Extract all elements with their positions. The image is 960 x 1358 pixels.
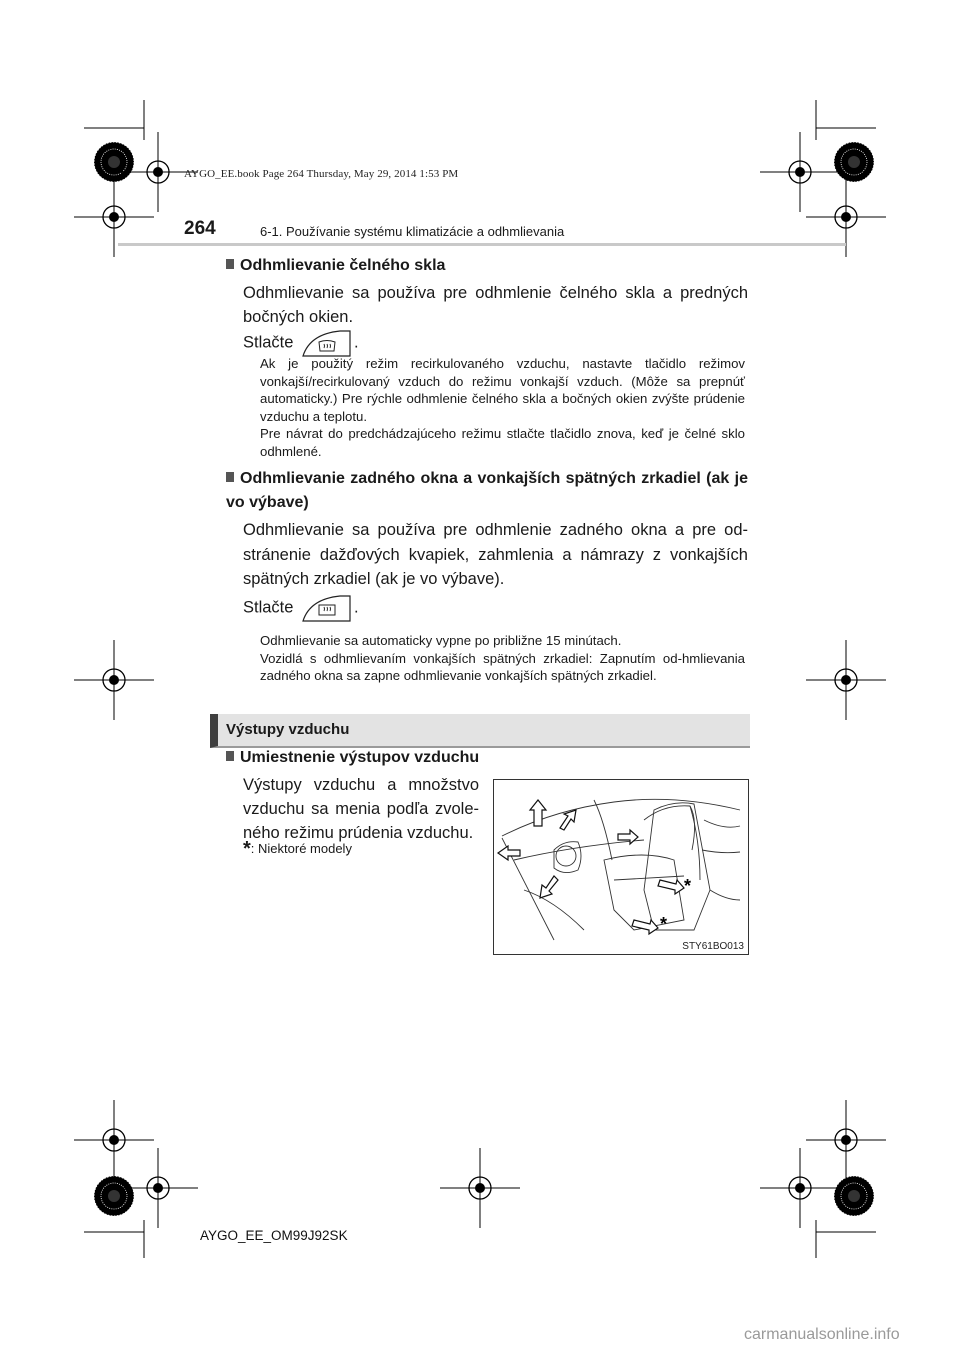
press-label: Stlačte bbox=[243, 598, 294, 617]
note-paragraph: Vozidlá s odhmlievaním vonkajších spätných zrkadiel: Zapnutím od-hmlievania zadného okna sa zapne odhmlievanie vonkajších spätných zrkadiel. bbox=[260, 650, 745, 683]
windshield-press-line bbox=[243, 328, 748, 358]
note-paragraph: Pre návrat do predchádzajúceho režimu stlačte tlačidlo znova, keď je čelné sklo odhmlené. bbox=[260, 426, 745, 459]
footer-doc-code: AYGO_EE_OM99J92SK bbox=[200, 1228, 348, 1243]
heading-text: Odhmlievanie zadného okna a vonkajších spätných zrkadiel (ak je vo výbave) bbox=[226, 470, 748, 511]
car-interior-illustration bbox=[494, 780, 748, 954]
figure-asterisk: * bbox=[660, 914, 668, 934]
page-number: 264 bbox=[184, 218, 216, 239]
rear-window-notes bbox=[260, 632, 745, 685]
press-label: Stlačte bbox=[243, 333, 294, 352]
rear-window-body: Odhmlievanie sa používa pre odhmlenie zadného okna a pre od-stránenie dažďových kvapiek, zahmlenia a námrazy z vonkajších spätných zrkadiel (ak je vo výbave). bbox=[243, 521, 748, 588]
bullet-square-icon bbox=[226, 751, 234, 761]
header-rule bbox=[118, 243, 846, 246]
book-stamp: AYGO_EE.book Page 264 Thursday, May 29, 2014 1:53 PM bbox=[184, 168, 459, 180]
section-heading-rear-window bbox=[226, 467, 748, 515]
rear-window-defogger-icon bbox=[300, 593, 354, 623]
press-end: . bbox=[354, 598, 359, 617]
section-bar-air-outlets: Výstupy vzduchu bbox=[210, 714, 750, 748]
note-paragraph: Ak je použitý režim recirkulovaného vzduchu, nastavte tlačidlo režimov vonkajší/recirkulovaný vzduch do režimu vonkajší vzduch. (Môže sa prepnúť automaticky.) Pre rýchle odhmlenie čelného skla a bočných okien zvýšte prúdenie vzduchu a teplotu. bbox=[260, 356, 745, 424]
bullet-square-icon bbox=[226, 259, 234, 269]
air-outlet-figure bbox=[493, 779, 749, 955]
heading-text: Umiestnenie výstupov vzduchu bbox=[240, 749, 480, 766]
watermark-link[interactable]: carmanualsonline.info bbox=[744, 1326, 900, 1343]
footnote-mark: * bbox=[243, 838, 251, 860]
bullet-square-icon bbox=[226, 472, 234, 482]
figure-asterisk: * bbox=[684, 876, 692, 896]
air-outlets-body: Výstupy vzduchu a množstvo vzduchu sa menia podľa zvole-ného režimu prúdenia vzduchu. bbox=[243, 776, 479, 842]
press-end: . bbox=[354, 333, 359, 352]
footnote-text: : Niektoré modely bbox=[250, 841, 352, 856]
heading-text: Odhmlievanie čelného skla bbox=[240, 257, 446, 274]
note-paragraph: Odhmlievanie sa automaticky vypne po približne 15 minútach. bbox=[260, 633, 622, 648]
figure-code: STY61BO013 bbox=[682, 941, 744, 952]
rear-window-press-line bbox=[243, 593, 748, 623]
windshield-body: Odhmlievanie sa používa pre odhmlenie čelného skla a predných bočných okien. bbox=[243, 284, 748, 326]
running-head: 6-1. Používanie systému klimatizácie a odhmlievania bbox=[260, 224, 565, 239]
windshield-defogger-icon bbox=[300, 328, 354, 358]
section-heading-windshield bbox=[226, 254, 756, 278]
footnote bbox=[243, 838, 352, 861]
section-heading-air-outlets bbox=[226, 746, 746, 770]
windshield-notes bbox=[260, 355, 745, 460]
